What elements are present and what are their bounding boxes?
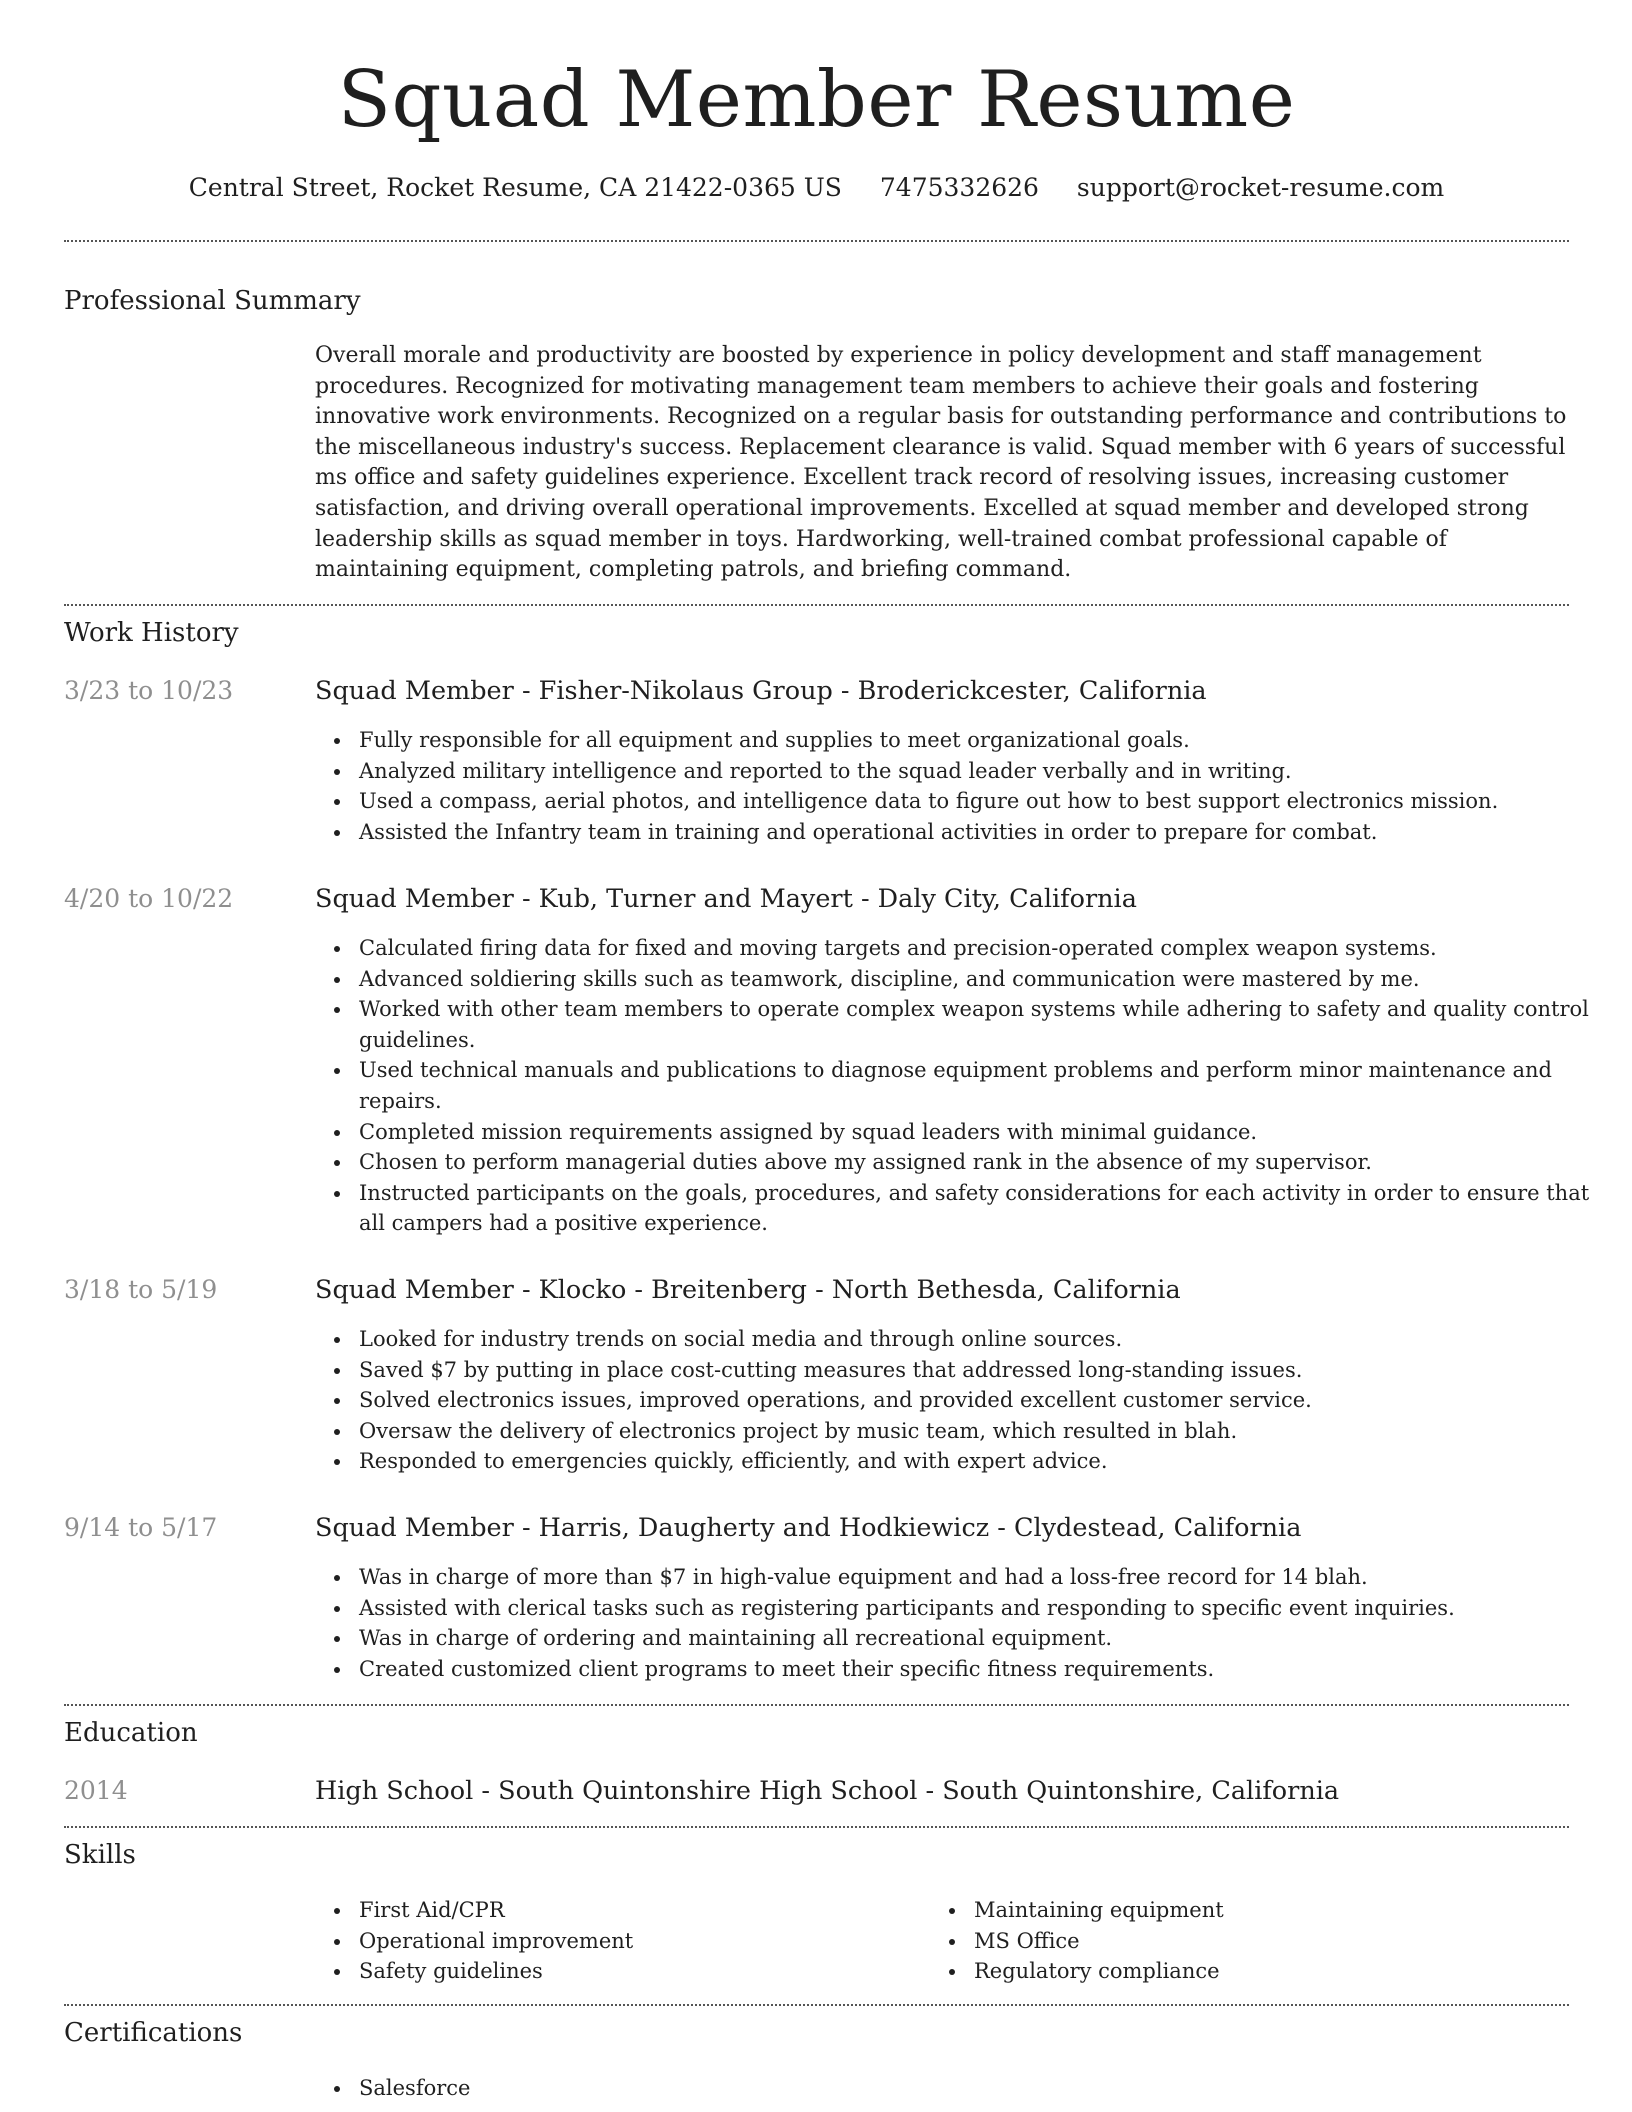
list-item: Operational improvement	[359, 1926, 919, 1957]
list-item: Solved electronics issues, improved operations, and provided excellent customer service.	[359, 1385, 1613, 1416]
job-bullets	[315, 725, 1613, 847]
education-dates: 2014	[64, 1776, 128, 1805]
list-item: Salesforce	[359, 2073, 1613, 2104]
list-item: Safety guidelines	[359, 1956, 919, 1987]
divider	[64, 2004, 1569, 2006]
list-item: Regulatory compliance	[974, 1956, 1534, 1987]
list-item: Completed mission requirements assigned by squad leaders with minimal guidance.	[359, 1117, 1613, 1148]
section-title-skills: Skills	[64, 1840, 136, 1870]
education-heading: High School - South Quintonshire High School - South Quintonshire, California	[315, 1776, 1340, 1806]
section-title-work: Work History	[64, 618, 239, 648]
summary-text: Overall morale and productivity are boosted by experience in policy development and staff management procedures. Recognized for motivating management team members to achieve their goals and fostering innovative work environments. Recognized on a regular basis for outstanding performance and contributions to the miscellaneous industry's success. Replacement clearance is valid. Squad member with 6 years of successful ms office and safety guidelines experience. Excellent track record of resolving issues, increasing customer satisfaction, and driving overall operational improvements. Excelled at squad member and developed strong leadership skills as squad member in toys. Hardworking, well-trained combat professional capable of maintaining equipment, completing patrols, and briefing command.	[315, 343, 1567, 583]
list-item: Assisted the Infantry team in training and operational activities in order to prepare for combat.	[359, 817, 1613, 848]
list-item: Calculated firing data for fixed and moving targets and precision-operated complex weapon systems.	[359, 933, 1613, 964]
job-heading: Squad Member - Harris, Daugherty and Hodkiewicz - Clydestead, California	[315, 1513, 1302, 1543]
certifications-list	[315, 2073, 1613, 2104]
list-item: Used technical manuals and publications to diagnose equipment problems and perform minor maintenance and repairs.	[359, 1055, 1613, 1116]
contact-address: Central Street, Rocket Resume, CA 21422-0365 US	[188, 173, 842, 202]
list-item: First Aid/CPR	[359, 1895, 919, 1926]
list-item: MS Office	[974, 1926, 1534, 1957]
section-title-education: Education	[64, 1718, 198, 1748]
list-item: Used a compass, aerial photos, and intelligence data to figure out how to best support electronics mission.	[359, 786, 1613, 817]
divider	[64, 1826, 1569, 1828]
section-title-summary: Professional Summary	[64, 286, 361, 316]
list-item: Chosen to perform managerial duties above my assigned rank in the absence of my supervisor.	[359, 1147, 1613, 1178]
resume-name: Squad Member Resume	[337, 55, 1296, 145]
contact-email: support@rocket-resume.com	[1076, 173, 1445, 202]
skills-list-right	[930, 1895, 1534, 1987]
job-heading: Squad Member - Klocko - Breitenberg - North Bethesda, California	[315, 1275, 1181, 1305]
job-dates: 3/23 to 10/23	[64, 676, 234, 705]
list-item: Oversaw the delivery of electronics project by music team, which resulted in blah.	[359, 1416, 1613, 1447]
contact-phone: 7475332626	[879, 173, 1039, 202]
divider	[64, 240, 1569, 242]
list-item: Looked for industry trends on social media and through online sources.	[359, 1324, 1613, 1355]
job-bullets	[315, 933, 1613, 1239]
section-title-certifications: Certifications	[64, 2018, 243, 2048]
list-item: Instructed participants on the goals, procedures, and safety considerations for each activity in order to ensure that all campers had a positive experience.	[359, 1178, 1613, 1239]
list-item: Fully responsible for all equipment and supplies to meet organizational goals.	[359, 725, 1613, 756]
job-dates: 3/18 to 5/19	[64, 1275, 218, 1304]
job-bullets	[315, 1562, 1613, 1684]
list-item: Maintaining equipment	[974, 1895, 1534, 1926]
job-bullets	[315, 1324, 1613, 1477]
list-item: Worked with other team members to operate complex weapon systems while adhering to safety and quality control guidelines.	[359, 994, 1613, 1055]
job-dates: 4/20 to 10/22	[64, 884, 234, 913]
list-item: Was in charge of more than $7 in high-value equipment and had a loss-free record for 14 blah.	[359, 1562, 1613, 1593]
job-heading: Squad Member - Kub, Turner and Mayert - Daly City, California	[315, 884, 1137, 914]
list-item: Responded to emergencies quickly, efficiently, and with expert advice.	[359, 1446, 1613, 1477]
job-dates: 9/14 to 5/17	[64, 1513, 218, 1542]
contact-line	[64, 170, 1569, 206]
list-item: Assisted with clerical tasks such as registering participants and responding to specific event inquiries.	[359, 1593, 1613, 1624]
job-heading: Squad Member - Fisher-Nikolaus Group - Broderickcester, California	[315, 676, 1207, 706]
list-item: Analyzed military intelligence and reported to the squad leader verbally and in writing.	[359, 756, 1613, 787]
skills-list-left	[315, 1895, 919, 1987]
divider	[64, 1704, 1569, 1706]
list-item: Created customized client programs to meet their specific fitness requirements.	[359, 1654, 1613, 1685]
divider	[64, 604, 1569, 606]
list-item: Was in charge of ordering and maintaining all recreational equipment.	[359, 1623, 1613, 1654]
list-item: Saved $7 by putting in place cost-cutting measures that addressed long-standing issues.	[359, 1355, 1613, 1386]
list-item: Advanced soldiering skills such as teamwork, discipline, and communication were mastered by me.	[359, 964, 1613, 995]
